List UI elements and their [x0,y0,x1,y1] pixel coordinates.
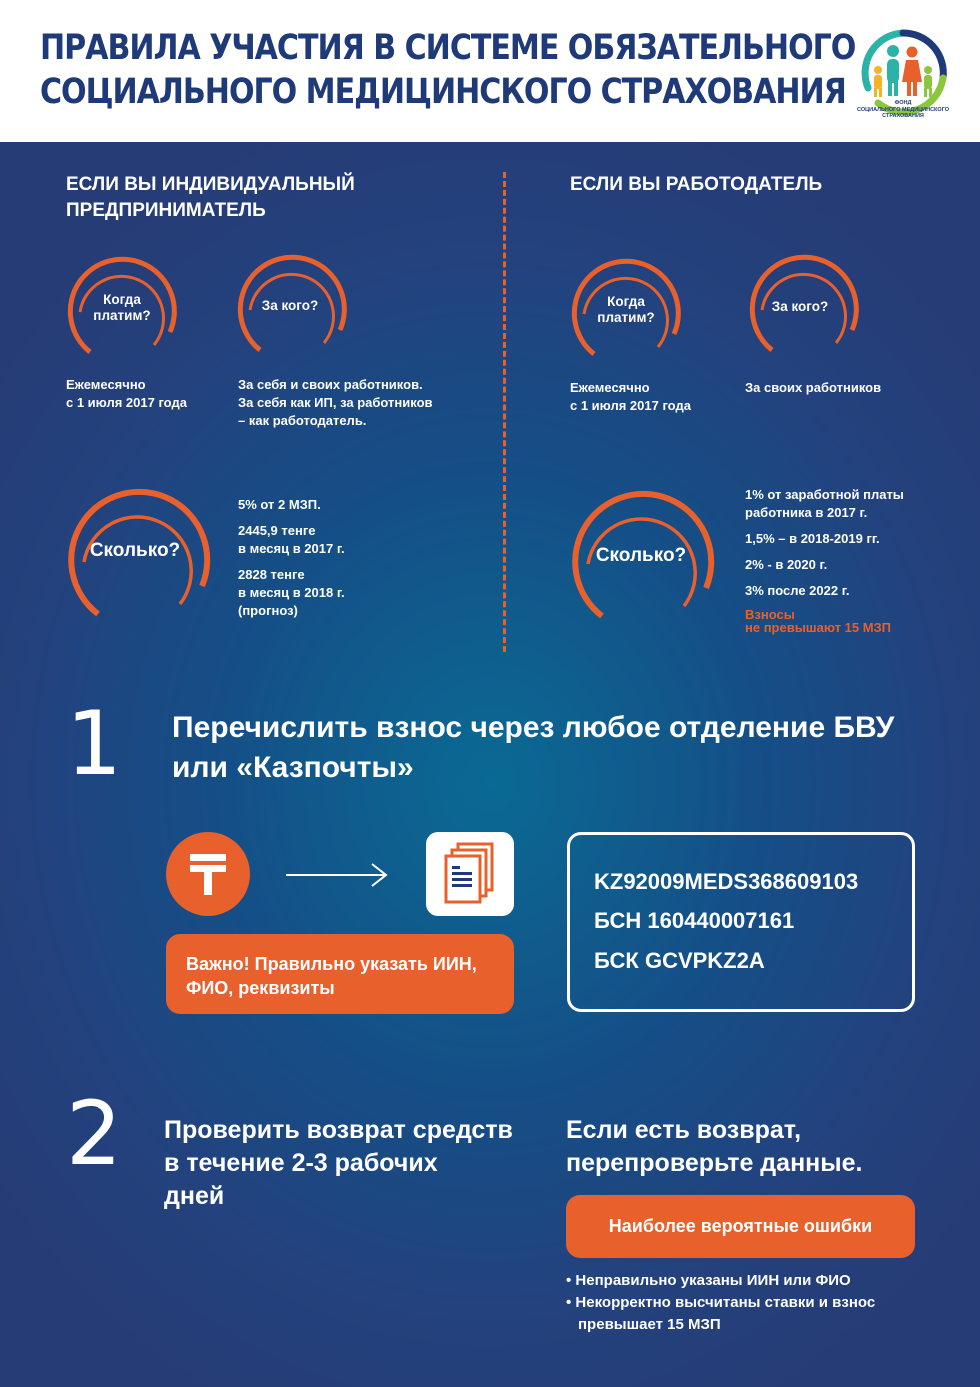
logo-caption: ФОНД СОЦИАЛЬНОГО МЕДИЦИНСКОГО СТРАХОВАНИЯ [856,100,950,119]
page-title [40,26,856,114]
column-divider [503,172,506,652]
employer-cap-note: Взносы не превышают 15 МЗП [745,607,892,635]
iban-value: KZ92009MEDS368609103 [594,869,859,894]
documents-icon [426,832,514,916]
whom-text-individual: За себя и своих работников. За себя как ИП, за работников – как работодатель. [238,377,433,428]
step-1-title: Перечислить взнос через любое отделение БВУ или «Казпочты» [172,711,895,784]
when-label-employer: Когда платим? [597,294,655,325]
when-label-individual: Когда платим? [93,292,151,323]
list-item: • Некорректно высчитаны ставки и взнос превышает 15 МЗП [566,1294,876,1333]
whom-label-individual: За кого? [261,298,319,313]
errors-list [566,1270,926,1336]
howmuch-label-employer: Сколько? [595,545,687,566]
bin-value: БСН 160440007161 [594,908,795,933]
important-note: Важно! Правильно указать ИИН, ФИО, реквизиты [166,934,514,1014]
step-1-number: 1 [66,692,122,795]
employer-heading: ЕСЛИ ВЫ РАБОТОДАТЕЛЬ [570,174,823,195]
howmuch-label-individual: Сколько? [89,540,181,561]
whom-label-employer: За кого? [771,299,829,314]
whom-text-employer: За своих работников [745,380,882,395]
individual-heading: ЕСЛИ ВЫ ИНДИВИДУАЛЬНЫЙ ПРЕДПРИНИМАТЕЛЬ [66,174,355,221]
when-text-individual: Ежемесячно с 1 июля 2017 года [66,377,187,410]
common-errors-button[interactable]: Наиболее вероятные ошибки [566,1195,915,1258]
step-2-title: Проверить возврат средств в течение 2-3 рабочих дней [164,1116,513,1210]
amount-text-individual: 5% от 2 МЗП. 2445,9 тенге в месяц в 2017 г. 2828 тенге в месяц в 2018 г. (прогноз) [238,497,345,618]
rates-text-employer: 1% от заработной платы работника в 2017 г. 1,5% – в 2018-2019 гг. 2% - в 2020 г. 3% после 2022 г. Взносы не превышают 15 МЗП [745,486,965,634]
list-item: • Неправильно указаны ИИН или ФИО [566,1272,851,1289]
header [0,0,980,142]
title-line-1: ПРАВИЛА УЧАСТИЯ В СИСТЕМЕ ОБЯЗАТЕЛЬНОГО [40,28,856,68]
ring-howmuch-individual-icon [62,486,214,638]
arrow-right-icon [284,860,392,890]
bic-value: БСК GCVPKZ2A [594,948,765,973]
refund-heading: Если есть возврат, перепроверьте данные. [566,1116,863,1177]
step-2-number: 2 [66,1082,122,1185]
title-line-2: СОЦИАЛЬНОГО МЕДИЦИНСКОГО СТРАХОВАНИЯ [40,72,846,112]
when-text-employer: Ежемесячно с 1 июля 2017 года [570,380,691,413]
tenge-icon [166,832,250,916]
main-panel [0,142,980,1387]
